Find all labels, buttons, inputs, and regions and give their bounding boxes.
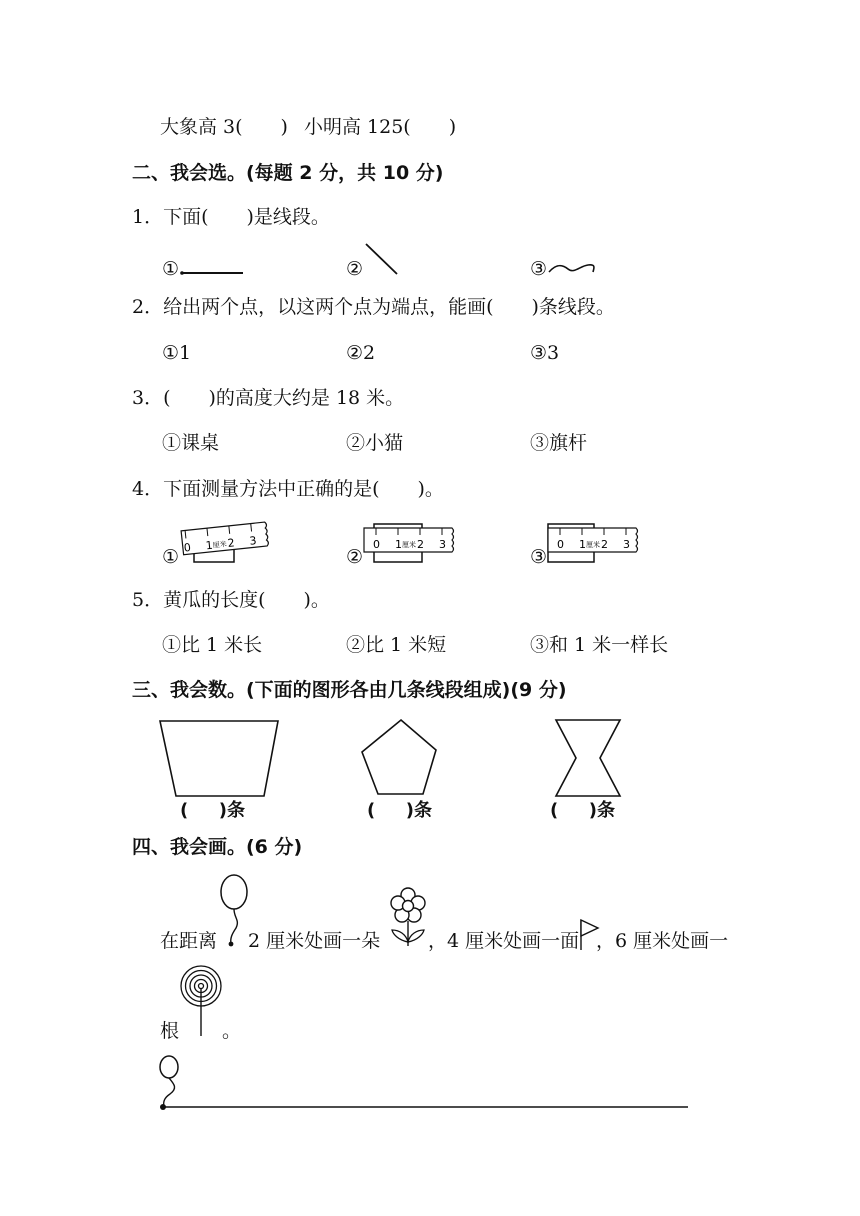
q2-option-3: ③3 [530, 342, 560, 364]
shape-1-answer: ( )条 [180, 800, 245, 821]
draw-sentence-part6: 。 [222, 1020, 242, 1042]
draw-sentence-part3: ，4 厘米处画一面 [428, 930, 580, 952]
ruler-1-three: 3 [248, 534, 258, 548]
q1-option-2-label: ② [346, 258, 364, 280]
diagonal-line-figure [362, 240, 402, 280]
q4-option-3-label: ③ [530, 546, 548, 568]
aligned-ruler-figure [546, 518, 646, 564]
question-5-stem: 5．黄瓜的长度( )。 [132, 589, 330, 611]
ruler-3-three: 3 [623, 538, 630, 551]
ruler-1-zero: 0 [183, 540, 192, 555]
pentagon-shape [358, 716, 440, 800]
q5-option-1: ①比 1 米长 [162, 634, 263, 656]
q3-option-2: ②小猫 [346, 432, 404, 454]
draw-sentence-part5: 根 [160, 1020, 180, 1042]
lollipop-icon [178, 964, 228, 1040]
question-1-stem: 1．下面( )是线段。 [132, 206, 330, 228]
shape-3-answer: ( )条 [550, 800, 615, 821]
ruler-2-three: 3 [439, 538, 446, 551]
section4-title: 四、我会画。(6 分) [132, 836, 303, 858]
q5-option-3: ③和 1 米一样长 [530, 634, 669, 656]
ruler-1-unit: 厘米 [212, 540, 228, 550]
draw-sentence-part4: ，6 厘米处画一 [596, 930, 729, 952]
ruler-3-two: 2 [601, 538, 608, 551]
flower-icon [384, 886, 432, 950]
question-4-stem: 4．下面测量方法中正确的是( )。 [132, 478, 444, 500]
q4-option-2-label: ② [346, 546, 364, 568]
question-2-stem: 2．给出两个点，以这两个点为端点，能画( )条线段。 [132, 296, 615, 318]
ruler-2-one: 1 [395, 538, 402, 551]
draw-sentence-part2: 2 厘米处画一朵 [248, 930, 381, 952]
q1-option-3-label: ③ [530, 258, 548, 280]
q4-option-1-label: ① [162, 546, 180, 568]
ruler-3-zero: 0 [557, 538, 564, 551]
tilted-ruler-figure [178, 512, 278, 564]
hourglass-shape [552, 716, 628, 802]
drawing-baseline [154, 1052, 694, 1114]
elephant-height-blank: 大象高 3( ) [160, 116, 288, 138]
trapezoid-shape [156, 718, 286, 800]
offset-ruler-figure [362, 518, 462, 564]
q2-option-1: ①1 [162, 342, 192, 364]
shape-2-answer: ( )条 [367, 800, 432, 821]
section3-title: 三、我会数。(下面的图形各由几条线段组成)(9 分) [132, 679, 567, 701]
ruler-2-unit: 厘米 [402, 541, 416, 549]
ruler-3-unit: 厘米 [586, 541, 600, 549]
question-3-stem: 3．( )的高度大约是 18 米。 [132, 387, 405, 409]
q5-option-2: ②比 1 米短 [346, 634, 447, 656]
ruler-2-two: 2 [417, 538, 424, 551]
xiaoming-height-blank: 小明高 125( ) [304, 116, 457, 138]
curve-line-figure [548, 258, 598, 278]
line-segment-figure [180, 258, 250, 278]
q1-option-1-label: ① [162, 258, 180, 280]
ruler-1-one: 1 [205, 538, 214, 553]
q2-option-2: ②2 [346, 342, 376, 364]
q3-option-3: ③旗杆 [530, 432, 588, 454]
ruler-1-two: 2 [227, 536, 236, 551]
ruler-3-one: 1 [579, 538, 586, 551]
q3-option-1: ①课桌 [162, 432, 220, 454]
section2-title: 二、我会选。(每题 2 分，共 10 分) [132, 162, 444, 184]
ruler-2-zero: 0 [373, 538, 380, 551]
draw-sentence-part1: 在距离 [160, 930, 218, 952]
